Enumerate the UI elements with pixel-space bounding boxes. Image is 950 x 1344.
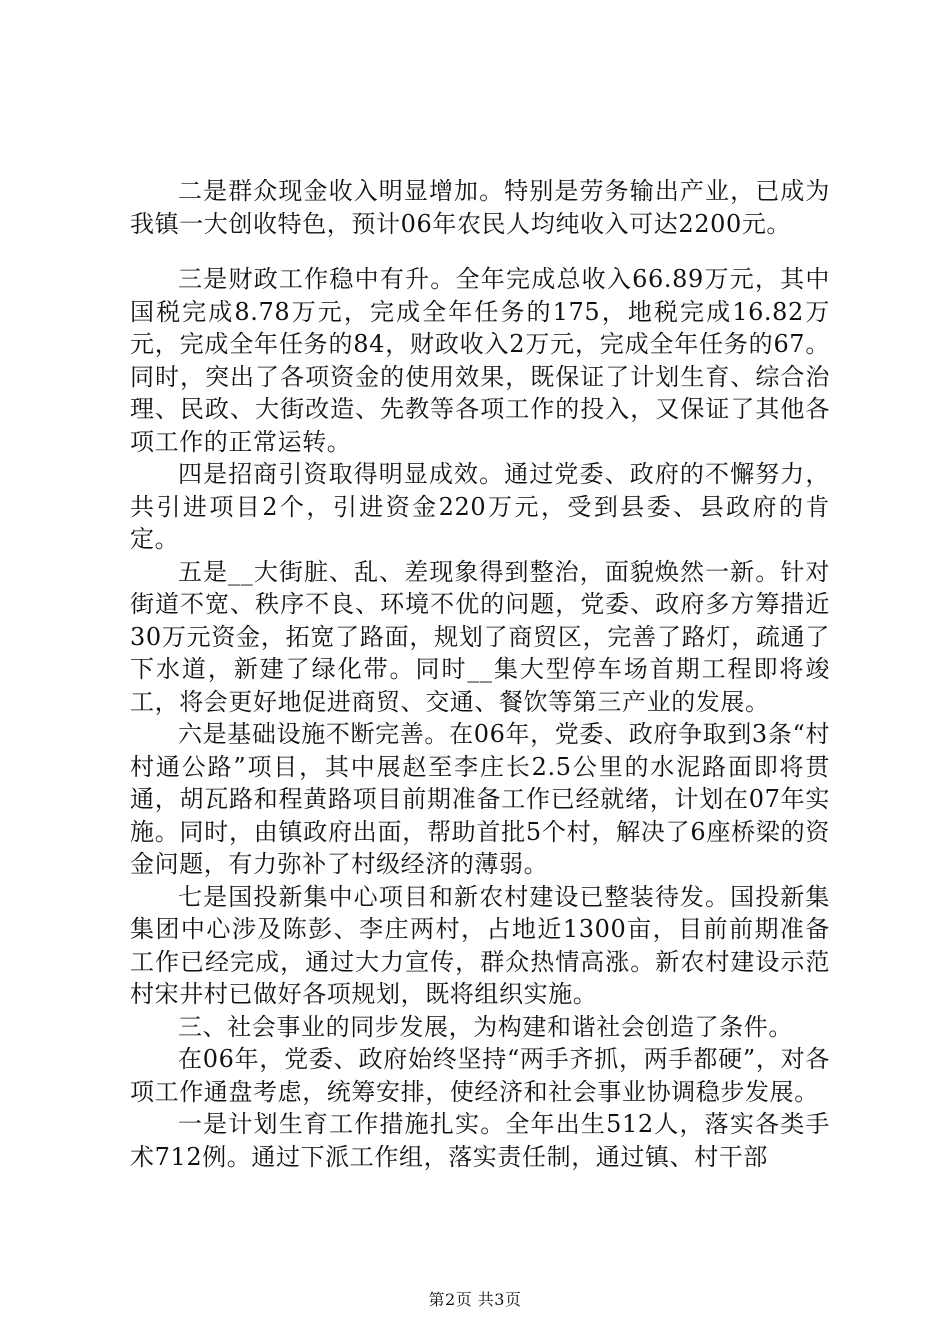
paragraph-infrastructure: 六是基础设施不断完善。在06年，党委、政府争取到3条“村村通公路”项目，其中展赵至李庄长2.5公里的水泥路面即将贯通，胡瓦路和程黄路项目前期准备工作已经就绪，计划在07年实施。同时，由镇政府出面，帮助首批5个村，解决了6座桥梁的资金问题，有力弥补了村级经济的薄弱。: [130, 720, 830, 878]
paragraph-social-overview: 在06年，党委、政府始终坚持“两手齐抓，两手都硬”，对各项工作通盘考虑，统筹安排，使经济和社会事业协调稳步发展。: [130, 1045, 830, 1106]
paragraph-project-center: 七是国投新集中心项目和新农村建设已整装待发。国投新集集团中心涉及陈彭、李庄两村，占地近1300亩，目前前期准备工作已经完成，通过大力宣传，群众热情高涨。新农村建设示范村宋井村已做好各项规划，既将组织实施。: [130, 882, 830, 1008]
paragraph-family-planning: 一是计划生育工作措施扎实。全年出生512人，落实各类手术712例。通过下派工作组，落实责任制，通过镇、村干部: [130, 1110, 830, 1171]
document-body: [130, 175, 830, 1173]
section-heading-social: 三、社会事业的同步发展，为构建和谐社会创造了条件。: [178, 1012, 793, 1041]
paragraph-street-renovation: 五是__大街脏、乱、差现象得到整治，面貌焕然一新。针对街道不宽、秩序不良、环境不优的问题，党委、政府多方筹措近30万元资金，拓宽了路面，规划了商贸区，完善了路灯，疏通了下水道，新建了绿化带。同时__集大型停车场首期工程即将竣工，将会更好地促进商贸、交通、餐饮等第三产业的发展。: [130, 557, 830, 716]
paragraph-investment: 四是招商引资取得明显成效。通过党委、政府的不懈努力，共引进项目2个，引进资金220万元，受到县委、县政府的肯定。: [130, 460, 830, 553]
paragraph-income: 二是群众现金收入明显增加。特别是劳务输出产业，已成为我镇一大创收特色，预计06年农民人均纯收入可达2200元。: [130, 177, 830, 238]
page-footer: 第2页 共3页: [428, 1290, 522, 1309]
paragraph-finance: 三是财政工作稳中有升。全年完成总收入66.89万元，其中国税完成8.78万元，完成全年任务的175，地税完成16.82万元，完成全年任务的84，财政收入2万元，完成全年任务的67。同时，突出了各项资金的使用效果，既保证了计划生育、综合治理、民政、大街改造、先教等各项工作的投入，又保证了其他各项工作的正常运转。: [130, 265, 830, 456]
